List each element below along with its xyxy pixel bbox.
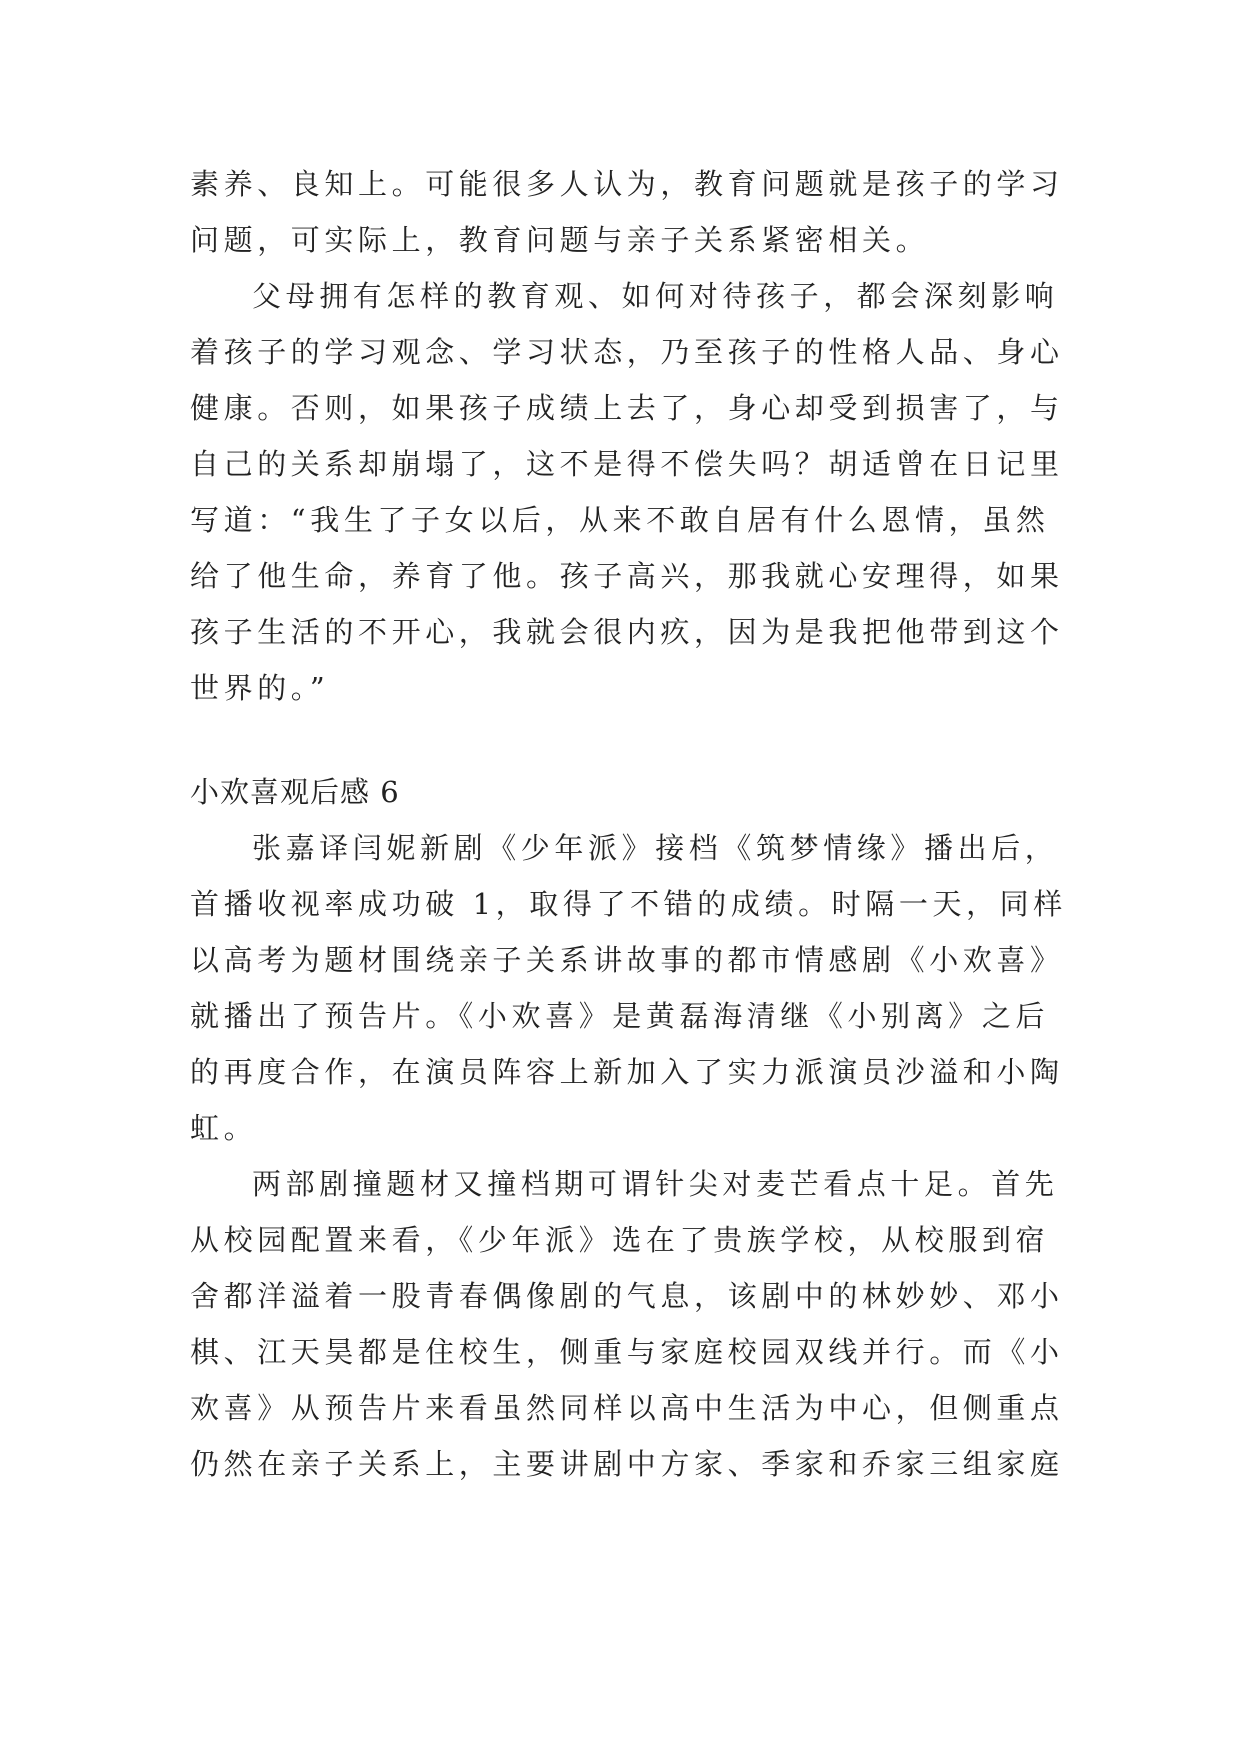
paragraph-line: 就播出了预告片。《小欢喜》是黄磊海清继《小别离》之后 [190, 999, 1050, 1033]
paragraph-line: 自己的关系却崩塌了，这不是得不偿失吗？胡适曾在日记里 [190, 447, 1064, 481]
paragraph-line: 首播收视率成功破 1，取得了不错的成绩。时隔一天，同样 [190, 887, 1067, 921]
paragraph-line: 仍然在亲子关系上，主要讲剧中方家、季家和乔家三组家庭 [190, 1447, 1064, 1481]
paragraph-line: 欢喜》从预告片来看虽然同样以高中生活为中心，但侧重点 [190, 1391, 1064, 1425]
paragraph-line: 孩子生活的不开心，我就会很内疚，因为是我把他带到这个 [190, 615, 1064, 649]
paragraph [190, 1156, 1064, 1492]
paragraph [190, 820, 1067, 1156]
paragraph-line: 素养、良知上。可能很多人认为，教育问题就是孩子的学习 [190, 167, 1064, 201]
paragraph-line: 给了他生命，养育了他。孩子高兴，那我就心安理得，如果 [190, 559, 1064, 593]
paragraph-line: 两部剧撞题材又撞档期可谓针尖对麦芒看点十足。首先 [252, 1167, 1059, 1201]
paragraph-line: 的再度合作，在演员阵容上新加入了实力派演员沙溢和小陶 [190, 1055, 1064, 1089]
paragraph-line: 舍都洋溢着一股青春偶像剧的气息，该剧中的林妙妙、邓小 [190, 1279, 1064, 1313]
paragraph-line: 棋、江天昊都是住校生，侧重与家庭校园双线并行。而《小 [190, 1335, 1064, 1369]
paragraph [190, 156, 1064, 268]
paragraph-line: 世界的。” [190, 671, 330, 705]
paragraph [190, 268, 1064, 716]
paragraph-line: 虹。 [190, 1111, 258, 1145]
paragraph-line: 从校园配置来看，《少年派》选在了贵族学校，从校服到宿 [190, 1223, 1050, 1257]
document-body [190, 156, 1067, 1492]
section-heading: 小欢喜观后感 6 [190, 775, 400, 809]
paragraph-line: 着孩子的学习观念、学习状态，乃至孩子的性格人品、身心 [190, 335, 1064, 369]
paragraph-line: 以高考为题材围绕亲子关系讲故事的都市情感剧《小欢喜》 [190, 943, 1064, 977]
paragraph-line: 问题，可实际上，教育问题与亲子关系紧密相关。 [190, 223, 930, 257]
paragraph-line: 父母拥有怎样的教育观、如何对待孩子，都会深刻影响 [252, 279, 1059, 313]
paragraph-line: 写道：“我生了子女以后，从来不敢自居有什么恩情，虽然 [190, 503, 1050, 537]
paragraph-line: 健康。否则，如果孩子成绩上去了，身心却受到损害了，与 [190, 391, 1064, 425]
paragraph-line: 张嘉译闫妮新剧《少年派》接档《筑梦情缘》播出后， [252, 831, 1059, 865]
